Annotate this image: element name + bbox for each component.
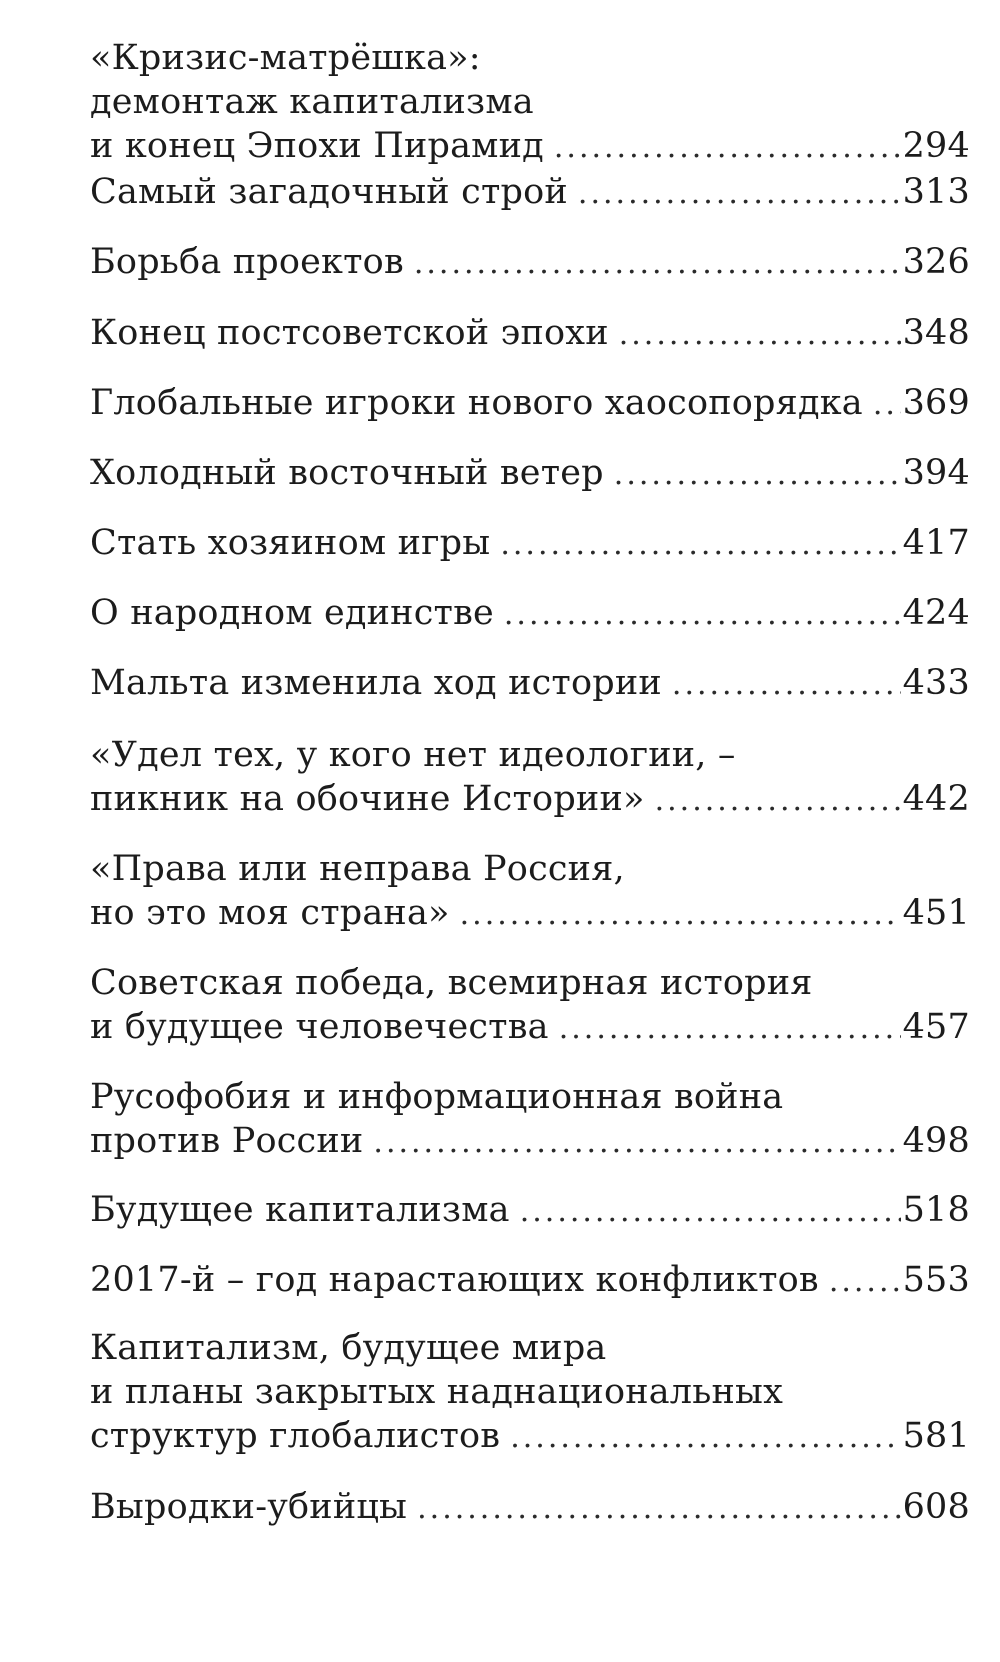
toc-entry-title-line: Конец постсоветской эпохи [90,313,609,353]
toc-entry-title-line: «Права или неправа Россия, [90,849,625,889]
toc-entry-last-line [90,777,970,821]
toc-entry [90,311,970,355]
toc-entry [90,170,970,214]
toc-page-number: 498 [902,1121,970,1161]
toc-entry [90,1075,970,1163]
dot-leader [873,383,901,427]
toc-page-number: 417 [902,523,970,563]
toc-entry-last-line [90,1485,970,1529]
toc-entry-title-line: и конец Эпохи Пирамид [90,126,544,166]
toc-entry-title-line: Борьба проектов [90,242,404,282]
toc-entry [90,961,970,1049]
toc-entry [90,733,970,821]
dot-leader [504,593,901,637]
toc-page-number: 457 [902,1007,970,1047]
toc-entry-last-line [90,240,970,284]
toc-entry-title-line: Глобальные игроки нового хаосопорядка [90,383,863,423]
dot-leader [414,242,901,286]
toc-entry-last-line [90,1119,970,1163]
toc-entry-last-line [90,1188,970,1232]
toc-entry-last-line [90,521,970,565]
dot-leader [510,1416,900,1460]
toc-entry [90,36,970,168]
toc-entry-title-line: Холодный восточный ветер [90,453,604,493]
dot-leader [655,779,901,823]
toc-page-number: 433 [902,663,970,703]
toc-page-number: 394 [902,453,970,493]
toc-page-number: 369 [902,383,970,423]
toc-entry [90,591,970,635]
toc-entry-title-line: Капитализм, будущее мира [90,1328,607,1368]
toc-page-number: 442 [902,779,970,819]
dot-leader [559,1007,901,1051]
toc-entry [90,1326,970,1458]
toc-entry-title-line: Советская победа, всемирная история [90,963,813,1003]
toc-page-number: 348 [902,313,970,353]
toc-entry-last-line [90,311,970,355]
toc-entry-title-line: 2017-й – год нарастающих конфликтов [90,1260,819,1300]
dot-leader [520,1190,901,1234]
toc-entry-last-line [90,124,970,168]
toc-entry-title-line: «Кризис-матрёшка»: [90,38,481,78]
toc-entry-title-line: Самый загадочный строй [90,172,568,212]
toc-page-number: 451 [902,893,970,933]
toc-entry [90,1258,970,1302]
toc-entry-title-line: против России [90,1121,364,1161]
toc-entry-last-line [90,1005,970,1049]
dot-leader [460,893,901,937]
toc-entry-title-line: структур глобалистов [90,1416,501,1456]
toc-entry-title-line: Выродки-убийцы [90,1487,408,1527]
toc-entry-last-line [90,891,970,935]
toc-entry-title-line: О народном единстве [90,593,494,633]
dot-leader [578,172,901,216]
dot-leader [829,1260,901,1304]
dot-leader [554,126,901,170]
toc-entry-last-line [90,451,970,495]
dot-leader [417,1487,900,1531]
toc-entry-title-line: и планы закрытых наднациональных [90,1372,784,1412]
toc-entry-title-line: и будущее человечества [90,1007,549,1047]
toc-entry [90,240,970,284]
toc-entry-title-line: Стать хозяином игры [90,523,491,563]
toc-entry [90,381,970,425]
toc-entry-last-line [90,170,970,214]
toc-entry-last-line [90,661,970,705]
toc-entry [90,1188,970,1232]
toc-page-number: 313 [902,172,970,212]
dot-leader [672,663,901,707]
toc-page-number: 326 [902,242,970,282]
toc-entry-title-line: демонтаж капитализма [90,82,534,122]
toc-page-number: 294 [902,126,970,166]
toc-entry-title-line: но это моя страна» [90,893,450,933]
toc-page-number: 553 [902,1260,970,1300]
toc-entry-title-line: Русофобия и информационная война [90,1077,784,1117]
dot-leader [373,1121,900,1165]
toc-entry-last-line [90,1258,970,1302]
toc-entry [90,661,970,705]
toc-entry-title-line: Будущее капитализма [90,1190,510,1230]
toc-entry-last-line [90,381,970,425]
toc-page-number: 581 [902,1416,970,1456]
toc-entry [90,521,970,565]
toc-entry-title-line: пикник на обочине Истории» [90,779,645,819]
toc-entry-title-line: Мальта изменила ход истории [90,663,662,703]
dot-leader [619,313,901,357]
toc-entry [90,451,970,495]
toc-page-number: 518 [902,1190,970,1230]
toc-entry-title-line: «Удел тех, у кого нет идеологии, – [90,735,736,775]
dot-leader [500,523,900,567]
toc-page-number: 424 [902,593,970,633]
toc-page-number: 608 [902,1487,970,1527]
toc-entry-last-line [90,1414,970,1458]
toc-entry-last-line [90,591,970,635]
dot-leader [614,453,901,497]
toc-entry [90,847,970,935]
toc-entry [90,1485,970,1529]
